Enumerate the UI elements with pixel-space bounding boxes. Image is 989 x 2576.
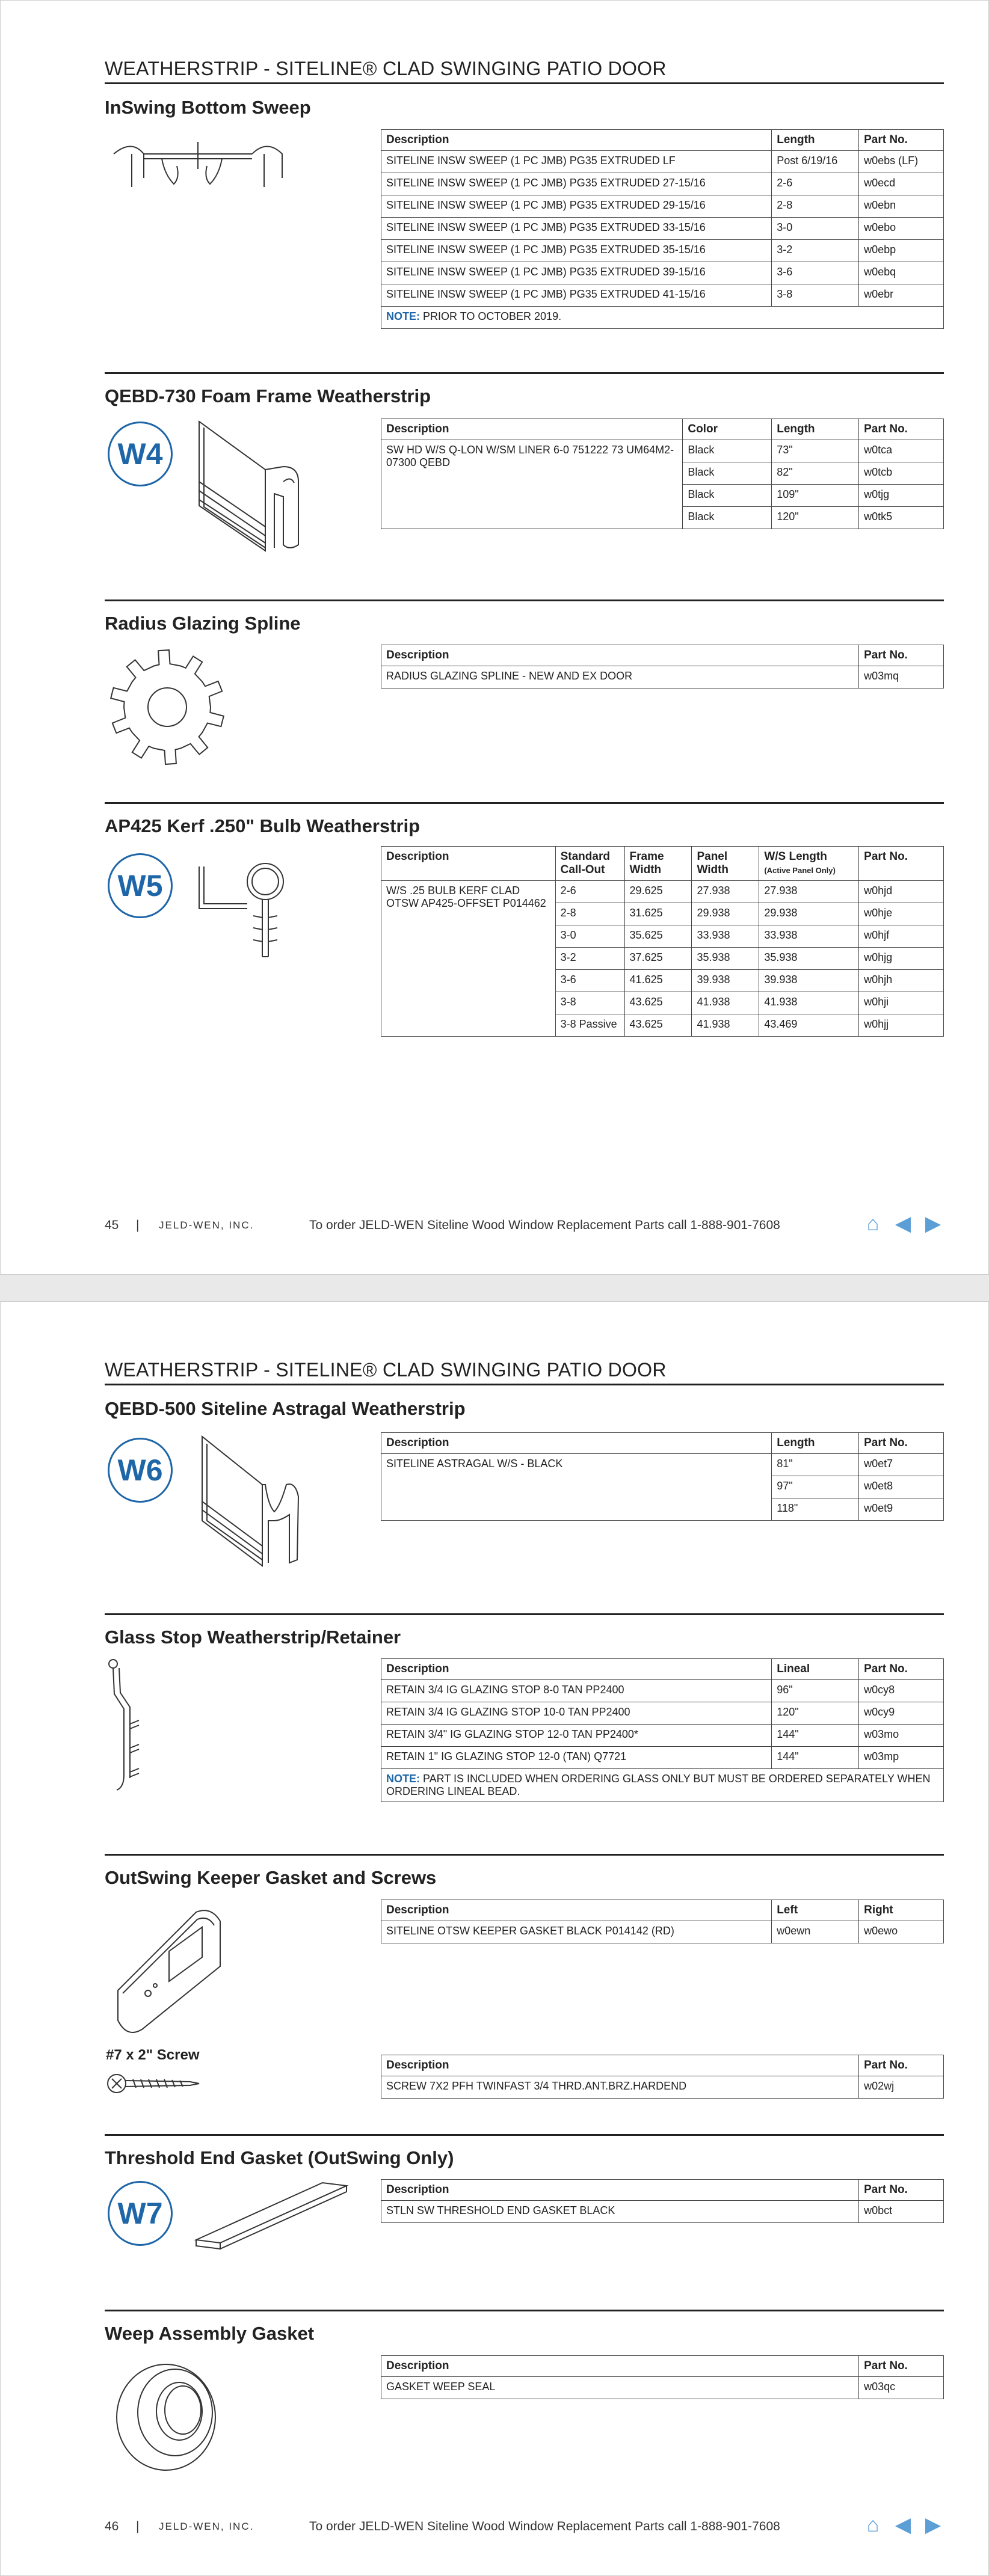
lineal-cell: 96" (772, 1680, 859, 1702)
lineal-cell: 144" (772, 1725, 859, 1747)
keeper-gasket-table (381, 1900, 944, 1943)
column-header-part-no: Part No. (859, 419, 944, 440)
company-name: JELD-WEN, INC. (159, 2521, 254, 2532)
note-label: NOTE: (386, 310, 420, 322)
column-header-description: Description (381, 1659, 772, 1680)
length-cell: 97" (772, 1476, 859, 1498)
part-number-cell: w03qc (859, 2377, 944, 2399)
column-header-right: Right (859, 1900, 944, 1921)
ap425-table (381, 846, 944, 1037)
ws-length-cell: 41.938 (759, 992, 859, 1014)
description-cell: SW HD W/S Q-LON W/SM LINER 6-0 751222 73 UM64M2-07300 QEBD (381, 440, 683, 529)
column-header-part-no: Part No. (859, 2180, 944, 2201)
length-cell: 3-8 (772, 284, 859, 307)
part-number-cell: w0ebr (859, 284, 944, 307)
section-title-threshold-end-gasket: Threshold End Gasket (OutSwing Only) (105, 2147, 454, 2168)
page-navigation (861, 1213, 945, 1234)
column-header-description: Description (381, 130, 772, 151)
foam-weatherstrip-illustration (193, 416, 307, 560)
company-name: JELD-WEN, INC. (159, 1219, 254, 1231)
glass-stop-illustration (106, 1658, 154, 1796)
part-number-cell: w0hjg (859, 948, 944, 970)
column-header-description: Description (381, 419, 683, 440)
table-row (381, 173, 944, 195)
call-out-cell: 3-2 (555, 948, 624, 970)
part-number-cell: w03mq (859, 666, 944, 688)
section-title-qebd-730: QEBD-730 Foam Frame Weatherstrip (105, 385, 431, 406)
part-number-cell: w0bct (859, 2201, 944, 2223)
table-row (381, 240, 944, 262)
table-row (381, 881, 944, 903)
qebd-730-table (381, 419, 944, 529)
length-cell: 118" (772, 1498, 859, 1521)
section-divider (105, 1854, 944, 1856)
column-header-left: Left (772, 1900, 859, 1921)
panel-width-cell: 27.938 (692, 881, 759, 903)
part-number-cell: w0ebo (859, 218, 944, 240)
badge-w4: W4 (108, 422, 173, 486)
table-row (381, 218, 944, 240)
part-number-cell: w0tcb (859, 462, 944, 485)
part-number-cell: w0ecd (859, 173, 944, 195)
weep-gasket-illustration (106, 2357, 226, 2477)
length-cell: 81" (772, 1454, 859, 1476)
column-header-frame-width: Frame Width (624, 847, 692, 881)
home-icon[interactable]: ⌂ (866, 1212, 880, 1235)
length-cell: 2-8 (772, 195, 859, 218)
lineal-cell: 120" (772, 1702, 859, 1725)
part-number-cell: w0et9 (859, 1498, 944, 1521)
column-header-part-no: Part No. (859, 130, 944, 151)
length-cell: 3-2 (772, 240, 859, 262)
description-cell: SITELINE INSW SWEEP (1 PC JMB) PG35 EXTRUDED LF (381, 151, 772, 173)
length-cell: 3-6 (772, 262, 859, 284)
call-out-cell: 3-6 (555, 970, 624, 992)
screw-table (381, 2055, 944, 2099)
glazing-spline-illustration (104, 644, 230, 770)
frame-width-cell: 35.625 (624, 925, 692, 948)
bottom-sweep-illustration (108, 130, 288, 208)
note-cell (381, 307, 944, 329)
part-number-cell: w03mp (859, 1747, 944, 1769)
section-divider (105, 2134, 944, 2136)
section-title-ap425-kerf: AP425 Kerf .250" Bulb Weatherstrip (105, 815, 421, 836)
part-number-cell: w0ebq (859, 262, 944, 284)
table-row (381, 1921, 944, 1943)
color-cell: Black (683, 440, 772, 462)
description-cell: SCREW 7X2 PFH TWINFAST 3/4 THRD.ANT.BRZ.HARDEND (381, 2076, 859, 2099)
part-number-cell: w0hjf (859, 925, 944, 948)
previous-arrow-icon[interactable]: ◀ (895, 1212, 911, 1235)
length-cell: 2-6 (772, 173, 859, 195)
description-cell: STLN SW THRESHOLD END GASKET BLACK (381, 2201, 859, 2223)
frame-width-cell: 41.625 (624, 970, 692, 992)
table-row (381, 1680, 944, 1702)
description-cell: SITELINE ASTRAGAL W/S - BLACK (381, 1454, 772, 1521)
length-cell: 3-0 (772, 218, 859, 240)
length-cell: Post 6/19/16 (772, 151, 859, 173)
ws-length-cell: 29.938 (759, 903, 859, 925)
table-row (381, 666, 944, 688)
part-number-cell: w0tjg (859, 485, 944, 507)
section-divider (105, 600, 944, 601)
footer-separator: | (136, 2519, 140, 2533)
description-cell: RETAIN 3/4 IG GLAZING STOP 8-0 TAN PP2400 (381, 1680, 772, 1702)
column-header-part-no: Part No. (859, 2356, 944, 2377)
part-number-cell: w0hje (859, 903, 944, 925)
table-row (381, 2076, 944, 2099)
qebd-500-table (381, 1432, 944, 1521)
table-row (381, 2201, 944, 2223)
inswing-sweep-table (381, 129, 944, 329)
threshold-gasket-illustration (190, 2180, 353, 2258)
call-out-cell: 3-8 (555, 992, 624, 1014)
column-header-description: Description (381, 2055, 859, 2076)
description-cell: RETAIN 3/4 IG GLAZING STOP 10-0 TAN PP2400 (381, 1702, 772, 1725)
badge-w7: W7 (108, 2181, 173, 2246)
right-part-cell: w0ewo (859, 1921, 944, 1943)
part-number-cell: w0tca (859, 440, 944, 462)
keeper-gasket-illustration (106, 1900, 232, 2038)
ws-length-label: W/S Length (764, 850, 827, 863)
column-header-description: Description (381, 2180, 859, 2201)
ws-length-sublabel: (Active Panel Only) (764, 866, 836, 875)
column-header-description: Description (381, 847, 556, 881)
section-title-qebd-500: QEBD-500 Siteline Astragal Weatherstrip (105, 1398, 466, 1419)
catalog-page-45 (0, 0, 989, 1275)
left-part-cell: w0ewn (772, 1921, 859, 1943)
panel-width-cell: 39.938 (692, 970, 759, 992)
part-number-cell: w0hjh (859, 970, 944, 992)
frame-width-cell: 31.625 (624, 903, 692, 925)
column-header-panel-width: Panel Width (692, 847, 759, 881)
part-number-cell: w0hjj (859, 1014, 944, 1037)
call-out-cell: 3-0 (555, 925, 624, 948)
panel-width-cell: 41.938 (692, 992, 759, 1014)
column-header-length: Length (772, 1433, 859, 1454)
section-divider (105, 1613, 944, 1615)
part-number-cell: w02wj (859, 2076, 944, 2099)
section-divider (105, 802, 944, 804)
part-number-cell: w0cy9 (859, 1702, 944, 1725)
frame-width-cell: 43.625 (624, 992, 692, 1014)
ws-length-cell: 27.938 (759, 881, 859, 903)
note-text: PART IS INCLUDED WHEN ORDERING GLASS ONLY BUT MUST BE ORDERED SEPARATELY WHEN ORDERING LINEAL BEAD. (386, 1773, 931, 1797)
column-header-length: Length (772, 419, 859, 440)
part-number-cell: w0ebs (LF) (859, 151, 944, 173)
frame-width-cell: 43.625 (624, 1014, 692, 1037)
section-title-inswing-bottom-sweep: InSwing Bottom Sweep (105, 97, 311, 118)
ws-length-cell: 39.938 (759, 970, 859, 992)
part-number-cell: w0hjd (859, 881, 944, 903)
panel-width-cell: 35.938 (692, 948, 759, 970)
part-number-cell: w03mo (859, 1725, 944, 1747)
column-header-standard-call-out: Standard Call-Out (555, 847, 624, 881)
description-cell: SITELINE INSW SWEEP (1 PC JMB) PG35 EXTRUDED 29-15/16 (381, 195, 772, 218)
table-row (381, 284, 944, 307)
radius-spline-table (381, 645, 944, 688)
table-row (381, 1454, 944, 1476)
order-phone-text: To order JELD-WEN Siteline Wood Window Replacement Parts call 1-888-901-7608 (309, 2519, 780, 2533)
weep-gasket-table (381, 2355, 944, 2399)
length-cell: 73" (772, 440, 859, 462)
panel-width-cell: 33.938 (692, 925, 759, 948)
screw-label: #7 x 2" Screw (106, 2047, 200, 2063)
description-cell: RETAIN 3/4" IG GLAZING STOP 12-0 TAN PP2400* (381, 1725, 772, 1747)
page-header: WEATHERSTRIP - SITELINE® CLAD SWINGING PATIO DOOR (105, 1359, 944, 1385)
ws-length-cell: 35.938 (759, 948, 859, 970)
column-header-lineal: Lineal (772, 1659, 859, 1680)
page-number: 45 (105, 1218, 119, 1232)
table-row (381, 1725, 944, 1747)
description-cell: SITELINE INSW SWEEP (1 PC JMB) PG35 EXTRUDED 39-15/16 (381, 262, 772, 284)
part-number-cell: w0et8 (859, 1476, 944, 1498)
ws-length-cell: 43.469 (759, 1014, 859, 1037)
ws-length-cell: 33.938 (759, 925, 859, 948)
next-arrow-icon[interactable]: ▶ (925, 2513, 941, 2536)
description-cell: SITELINE INSW SWEEP (1 PC JMB) PG35 EXTRUDED 35-15/16 (381, 240, 772, 262)
part-number-cell: w0cy8 (859, 1680, 944, 1702)
color-cell: Black (683, 507, 772, 529)
home-icon[interactable]: ⌂ (866, 2513, 880, 2536)
page-navigation (861, 2514, 945, 2536)
description-cell: SITELINE INSW SWEEP (1 PC JMB) PG35 EXTRUDED 27-15/16 (381, 173, 772, 195)
column-header-part-no: Part No. (859, 1659, 944, 1680)
panel-width-cell: 29.938 (692, 903, 759, 925)
bulb-weatherstrip-illustration (193, 848, 313, 969)
part-number-cell: w0hji (859, 992, 944, 1014)
table-row (381, 2377, 944, 2399)
section-title-keeper-gasket: OutSwing Keeper Gasket and Screws (105, 1867, 437, 1888)
table-row (381, 151, 944, 173)
panel-width-cell: 41.938 (692, 1014, 759, 1037)
previous-arrow-icon[interactable]: ◀ (895, 2513, 911, 2536)
section-title-glass-stop: Glass Stop Weatherstrip/Retainer (105, 1627, 401, 1648)
note-text: PRIOR TO OCTOBER 2019. (420, 310, 562, 322)
part-number-cell: w0tk5 (859, 507, 944, 529)
section-divider (105, 372, 944, 374)
call-out-cell: 3-8 Passive (555, 1014, 624, 1037)
description-cell: RETAIN 1" IG GLAZING STOP 12-0 (TAN) Q7721 (381, 1747, 772, 1769)
note-label: NOTE: (386, 1773, 420, 1785)
lineal-cell: 144" (772, 1747, 859, 1769)
part-number-cell: w0et7 (859, 1454, 944, 1476)
footer-separator: | (136, 1218, 140, 1232)
order-phone-text: To order JELD-WEN Siteline Wood Window Replacement Parts call 1-888-901-7608 (309, 1218, 780, 1232)
badge-w5: W5 (108, 853, 173, 918)
badge-w6: W6 (108, 1438, 173, 1503)
note-cell (381, 1769, 944, 1802)
glass-stop-table (381, 1658, 944, 1802)
table-row (381, 262, 944, 284)
column-header-description: Description (381, 2356, 859, 2377)
description-cell: SITELINE INSW SWEEP (1 PC JMB) PG35 EXTRUDED 33-15/16 (381, 218, 772, 240)
description-cell: SITELINE INSW SWEEP (1 PC JMB) PG35 EXTRUDED 41-15/16 (381, 284, 772, 307)
description-cell: GASKET WEEP SEAL (381, 2377, 859, 2399)
page-number: 46 (105, 2519, 119, 2533)
column-header-part-no: Part No. (859, 2055, 944, 2076)
frame-width-cell: 29.625 (624, 881, 692, 903)
column-header-length: Length (772, 130, 859, 151)
length-cell: 120" (772, 507, 859, 529)
column-header-description: Description (381, 645, 859, 666)
column-header-part-no: Part No. (859, 847, 944, 881)
length-cell: 109" (772, 485, 859, 507)
part-number-cell: w0ebn (859, 195, 944, 218)
length-cell: 82" (772, 462, 859, 485)
column-header-description: Description (381, 1900, 772, 1921)
page-header: WEATHERSTRIP - SITELINE® CLAD SWINGING PATIO DOOR (105, 58, 944, 84)
table-row (381, 195, 944, 218)
column-header-color: Color (683, 419, 772, 440)
color-cell: Black (683, 485, 772, 507)
column-header-part-no: Part No. (859, 645, 944, 666)
section-title-radius-glazing-spline: Radius Glazing Spline (105, 613, 301, 634)
astragal-weatherstrip-illustration (196, 1431, 310, 1575)
section-title-weep-assembly-gasket: Weep Assembly Gasket (105, 2323, 315, 2344)
column-header-ws-length (759, 847, 859, 881)
description-cell: RADIUS GLAZING SPLINE - NEW AND EX DOOR (381, 666, 859, 688)
threshold-gasket-table (381, 2179, 944, 2223)
section-divider (105, 2310, 944, 2311)
color-cell: Black (683, 462, 772, 485)
frame-width-cell: 37.625 (624, 948, 692, 970)
note-row (381, 307, 944, 329)
table-row (381, 1747, 944, 1769)
description-cell: W/S .25 BULB KERF CLAD OTSW AP425-OFFSET P014462 (381, 881, 556, 1037)
next-arrow-icon[interactable]: ▶ (925, 1212, 941, 1235)
catalog-page-46 (0, 1301, 989, 2576)
call-out-cell: 2-6 (555, 881, 624, 903)
table-row (381, 1702, 944, 1725)
column-header-part-no: Part No. (859, 1433, 944, 1454)
description-cell: SITELINE OTSW KEEPER GASKET BLACK P014142 (RD) (381, 1921, 772, 1943)
call-out-cell: 2-8 (555, 903, 624, 925)
column-header-description: Description (381, 1433, 772, 1454)
note-row (381, 1769, 944, 1802)
screw-illustration (106, 2068, 202, 2099)
part-number-cell: w0ebp (859, 240, 944, 262)
table-row (381, 440, 944, 462)
